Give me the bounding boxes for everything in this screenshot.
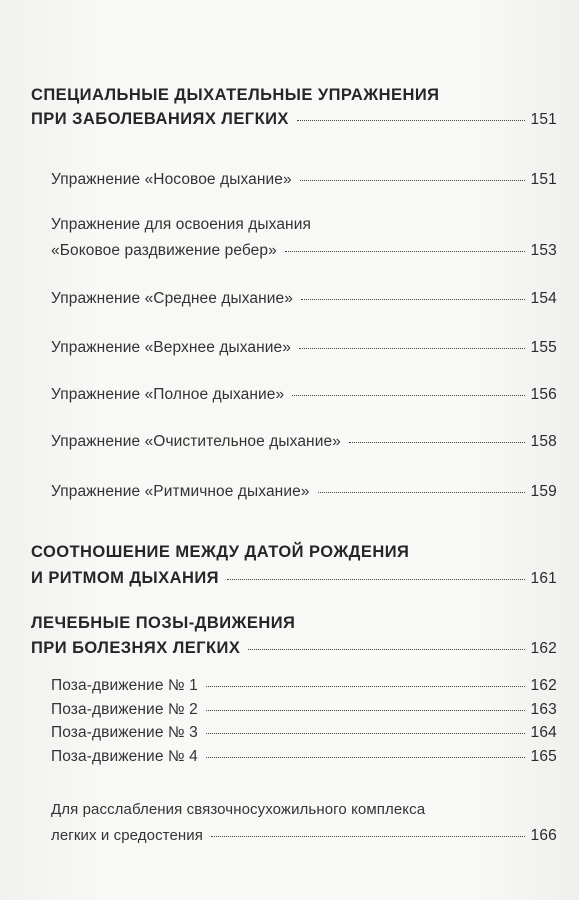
page-number: 165 xyxy=(530,748,557,765)
page-number: 153 xyxy=(530,242,557,259)
page-number: 151 xyxy=(530,111,557,128)
dot-leader xyxy=(227,578,525,580)
section-heading-line1: ЛЕЧЕБНЫЕ ПОЗЫ-ДВИЖЕНИЯ xyxy=(31,614,296,632)
section-heading-line1: СПЕЦИАЛЬНЫЕ ДЫХАТЕЛЬНЫЕ УПРАЖНЕНИЯ xyxy=(31,86,440,104)
toc-entry-line1: Для расслабления связочносухожильного комплекса xyxy=(51,801,426,818)
toc-entry-label: Упражнение «Носовое дыхание» xyxy=(51,171,292,188)
toc-entry xyxy=(51,748,557,766)
toc-entry-label: легких и средостения xyxy=(51,827,203,844)
page-number: 151 xyxy=(530,171,557,188)
toc-entry-label: «Боковое раздвижение ребер» xyxy=(51,242,277,259)
toc-entry xyxy=(51,290,557,308)
section-heading-line1: СООТНОШЕНИЕ МЕЖДУ ДАТОЙ РОЖДЕНИЯ xyxy=(31,543,410,561)
section-heading-entry xyxy=(31,110,557,129)
page-number: 159 xyxy=(530,483,557,500)
toc-entry xyxy=(51,242,557,260)
section-heading-line2: ПРИ БОЛЕЗНЯХ ЛЕГКИХ xyxy=(31,639,241,657)
section-heading-line2: ПРИ ЗАБОЛЕВАНИЯХ ЛЕГКИХ xyxy=(31,110,289,128)
section-heading-entry xyxy=(31,569,557,588)
toc-entry xyxy=(51,339,557,357)
dot-leader xyxy=(206,685,525,687)
dot-leader xyxy=(301,298,525,300)
dot-leader xyxy=(300,179,525,181)
dot-leader xyxy=(299,347,525,349)
page-number: 154 xyxy=(530,290,557,307)
dot-leader xyxy=(211,835,525,837)
toc-entry-label: Упражнение «Полное дыхание» xyxy=(51,386,285,403)
toc-entry xyxy=(51,433,557,451)
dot-leader xyxy=(318,491,525,493)
toc-entry-label: Поза-движение № 1 xyxy=(51,677,198,694)
toc-entry-label: Поза-движение № 3 xyxy=(51,724,198,741)
page-number: 162 xyxy=(530,677,557,694)
dot-leader xyxy=(206,756,525,758)
page-number: 163 xyxy=(530,701,557,718)
page-number: 162 xyxy=(530,640,557,657)
page-number: 166 xyxy=(530,827,557,844)
toc-entry xyxy=(51,701,557,719)
toc-entry-label: Упражнение «Среднее дыхание» xyxy=(51,290,293,307)
toc-entry-label: Поза-движение № 4 xyxy=(51,748,198,765)
page-number: 155 xyxy=(530,339,557,356)
toc-entry xyxy=(51,483,557,501)
dot-leader xyxy=(285,250,525,252)
toc-entry-label: Поза-движение № 2 xyxy=(51,701,198,718)
dot-leader xyxy=(206,709,525,711)
toc-entry xyxy=(51,724,557,742)
toc-entry-label: Упражнение «Верхнее дыхание» xyxy=(51,339,291,356)
dot-leader xyxy=(297,119,525,121)
dot-leader xyxy=(206,732,525,734)
toc-entry-label: Упражнение «Ритмичное дыхание» xyxy=(51,483,310,500)
page-number: 156 xyxy=(530,386,557,403)
page-number: 164 xyxy=(530,724,557,741)
toc-entry xyxy=(51,827,557,845)
toc-entry-line1: Упражнение для освоения дыхания xyxy=(51,216,311,233)
page-number: 161 xyxy=(530,570,557,587)
dot-leader xyxy=(248,648,524,650)
section-heading-line2: И РИТМОМ ДЫХАНИЯ xyxy=(31,569,219,587)
section-heading-entry xyxy=(31,639,557,658)
toc-entry-label: Упражнение «Очистительное дыхание» xyxy=(51,433,341,450)
toc-entry xyxy=(51,386,557,404)
toc-entry xyxy=(51,677,557,695)
dot-leader xyxy=(349,441,525,443)
dot-leader xyxy=(292,394,524,396)
toc-entry xyxy=(51,171,557,189)
page-number: 158 xyxy=(530,433,557,450)
